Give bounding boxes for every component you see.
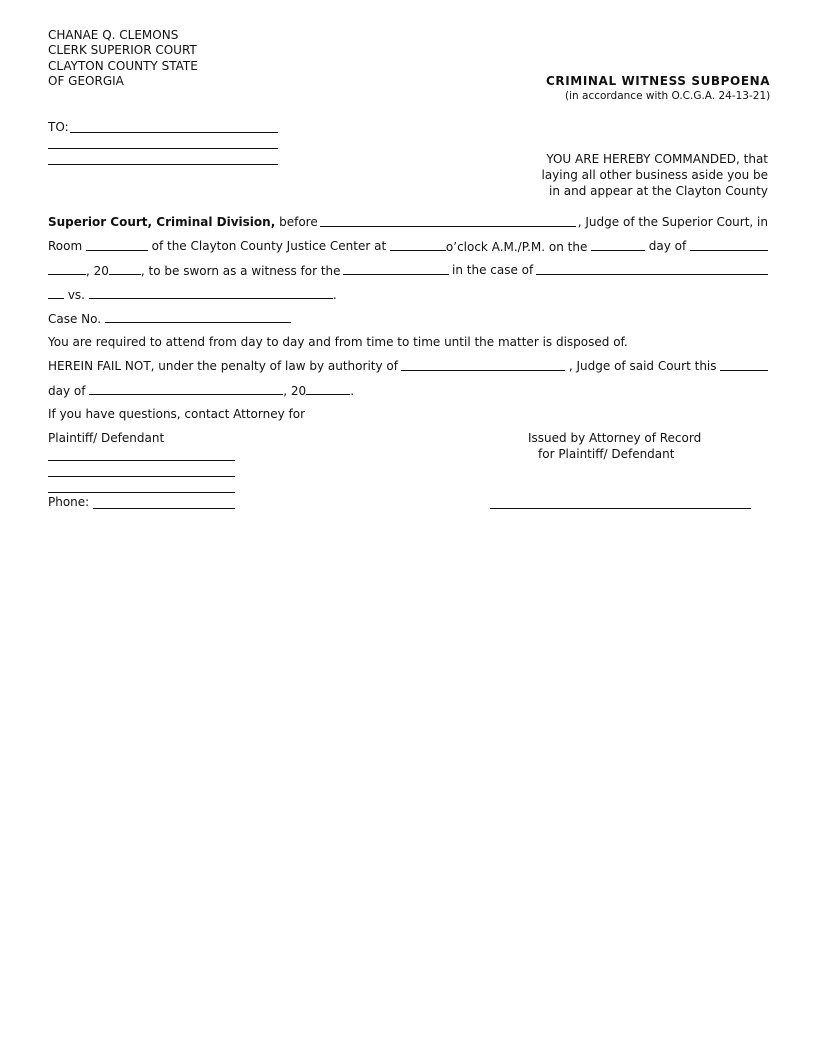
issue-month-field[interactable] [89,383,283,395]
case-number-field[interactable] [105,311,291,323]
vs-text: vs. [67,288,85,302]
attorney-name-field[interactable] [48,460,235,461]
year-field[interactable] [109,263,141,275]
body-line-issue-date [48,383,768,399]
document-title: CRIMINAL WITNESS SUBPOENA [546,74,771,88]
judge-text: , Judge of the Superior Court, in [577,215,768,229]
body-line-fail-not [48,359,768,374]
to-address-field-1[interactable] [48,148,278,149]
phone-field[interactable] [93,508,235,509]
clerk-office: CLERK SUPERIOR COURT [48,43,197,57]
before-text: before [279,215,318,229]
attorney-address-field-2[interactable] [48,492,235,493]
period-text-2: . [350,384,355,398]
body-line-vs [48,287,768,303]
justice-center-text: of the Clayton County Justice Center at [151,239,387,253]
clerk-state: OF GEORGIA [48,74,124,88]
case-of-text: in the case of [452,263,534,277]
judge-said-text: , Judge of said Court this [568,359,717,373]
attorney-address-field-1[interactable] [48,476,235,477]
time-field[interactable] [390,239,446,251]
body-line-court [48,215,768,230]
authority-judge-field[interactable] [401,359,565,371]
attend-text: You are required to attend from day to day and from time to time until the matter is disposed of. [48,335,628,349]
month-field[interactable] [690,239,768,251]
command-line-2: laying all other business aside you be [541,168,768,182]
court-division: Superior Court, Criminal Division, [48,215,276,229]
day-of-label-2: day of [48,384,86,398]
period-text: . [332,288,337,302]
plaintiff-defendant-label: Plaintiff/ Defendant [48,431,165,445]
fail-not-text: HEREIN FAIL NOT, under the penalty of law by authority of [48,359,398,373]
command-line-1: YOU ARE HEREBY COMMANDED, that [546,152,768,166]
body-line-case-no [48,311,768,327]
attorney-signature-field[interactable] [490,508,751,509]
plaintiff-name-continuation-field[interactable] [48,287,64,299]
clerk-county: CLAYTON COUNTY STATE [48,59,198,73]
judge-name-field[interactable] [320,215,576,227]
defendant-name-field[interactable] [89,287,333,299]
sworn-text: , to be sworn as a witness for the [140,264,341,278]
body-line-room [48,239,768,255]
body-line-witness [48,263,768,279]
room-label: Room [48,239,83,253]
questions-text: If you have questions, contact Attorney for [48,407,306,421]
clerk-name: CHANAE Q. CLEMONS [48,28,179,42]
to-name-field[interactable] [70,132,278,133]
oclock-text: o’clock A.M./P.M. on the [445,240,588,254]
day-field[interactable] [591,239,645,251]
phone-label: Phone: [48,495,90,509]
to-address-field-2[interactable] [48,164,278,165]
issue-day-field[interactable] [720,359,768,371]
plaintiff-name-field[interactable] [536,263,768,275]
to-label: TO: [48,120,69,134]
comma-20-text: , 20 [86,264,109,278]
date-day-field[interactable] [48,263,86,275]
comma-20-text-2: , 20 [283,384,307,398]
issued-by-line-2: for Plaintiff/ Defendant [538,447,675,461]
command-line-3: in and appear at the Clayton County [549,184,768,198]
issue-year-field[interactable] [306,383,350,395]
party-field[interactable] [343,263,449,275]
case-no-label: Case No. [48,312,102,326]
document-subtitle: (in accordance with O.C.G.A. 24-13-21) [565,90,771,102]
issued-by-line-1: Issued by Attorney of Record [528,431,702,445]
room-field[interactable] [86,239,148,251]
day-of-label: day of [648,239,687,253]
